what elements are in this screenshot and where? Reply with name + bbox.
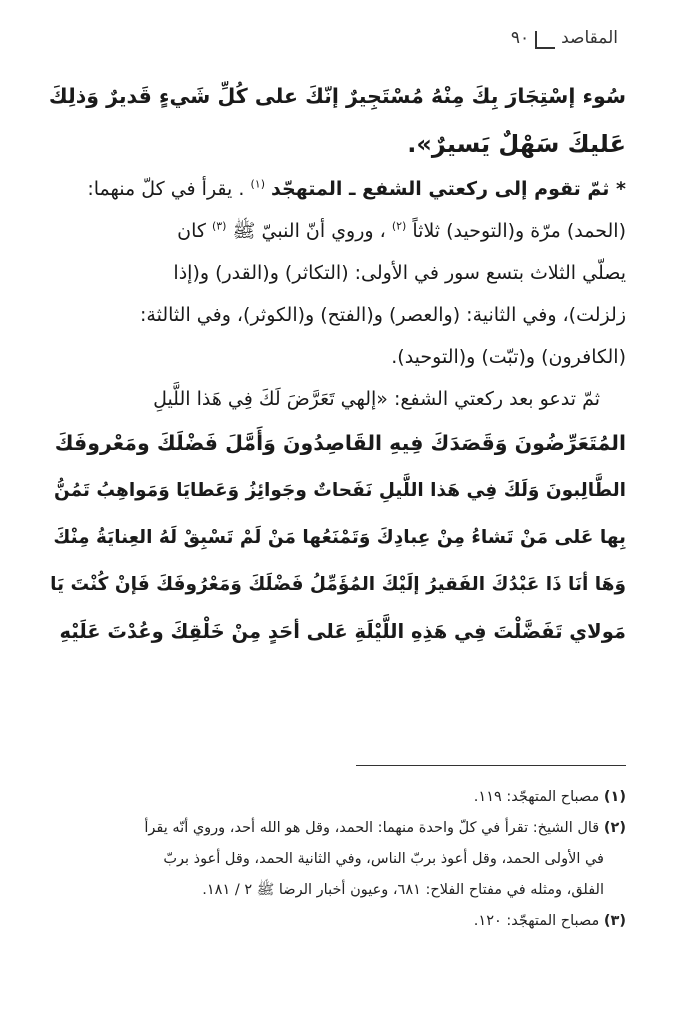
footnote-ref-3[interactable]: (٣)	[211, 219, 227, 233]
footnote-2-cont: الفلق، ومثله في مفتاح الفلاح: ٦٨١، وعيون أخبار الرضا ﷺ ٢ / ١٨١.	[202, 882, 604, 898]
section-heading: * ثمّ تقوم إلى ركعتي الشفع ـ المتهجّد	[271, 178, 626, 200]
page-number: ٩٠	[510, 28, 530, 48]
dua-line: المُتَعَرِّضُونَ وَقَصَدَكَ فِيهِ القَاصِدُونَ وَأَمَّلَ فَضْلَكَ ومَعْروفَكَ	[54, 431, 626, 455]
dua-line: الطَّالِبونَ وَلَكَ فِي هَذا اللَّيلِ نَفَحاتٌ وجَوائِزُ وَعَطايَا وَمَواهِبُ تَمُنُّ	[53, 480, 626, 501]
footnote-3	[46, 906, 626, 937]
footnote-2	[46, 813, 626, 844]
footnote-number: (٣)	[603, 913, 626, 929]
footnote-ref-2[interactable]: (٢)	[391, 219, 407, 233]
header-ornament-icon	[535, 31, 555, 49]
dua-line: مَولاي تَفَضَّلْتَ فِي هَذِهِ اللَّيْلَةِ عَلى أحَدٍ مِنْ خَلْقِكَ وعُدْتَ عَلَيْهِ	[59, 620, 626, 643]
paragraph-text: . يقرأ في كلّ منهما:	[87, 178, 245, 200]
footnote-text: مصباح المتهجّد: ١٢٠.	[473, 913, 600, 929]
footnote-divider	[356, 765, 626, 766]
main-text	[46, 72, 626, 655]
footnote-number: (١)	[603, 789, 626, 805]
paragraph-line: زلزلت)، وفي الثانية: (والعصر) و(الفتح) و(الكوثر)، وفي الثالثة:	[140, 304, 626, 326]
footnote-2-cont: في الأولى الحمد، وقل أعوذ بربّ الناس، وفي الثانية الحمد، وقل أعوذ بربّ	[163, 851, 604, 867]
footnote-text: قال الشيخ: تقرأ في كلّ واحدة منهما: الحمد، وقل هو الله أحد، وروي أنّه يقرأ	[144, 820, 600, 836]
footnote-ref-1[interactable]: (١)	[250, 177, 265, 191]
paragraph-text: كان	[177, 220, 206, 242]
dua-line: بِها عَلى مَنْ تَشاءُ مِنْ عِبادِكَ وَتَمْنَعُها مَنْ لَمْ تَسْبِقْ لَهُ العِنايَةُ مِنْكَ	[53, 527, 626, 548]
header-title: المقاصد	[561, 28, 618, 48]
dua-intro-line: ثمّ تدعو بعد ركعتي الشفع: «إلهي تَعَرَّضَ لَكَ فِي هَذا اللَّيلِ	[153, 388, 600, 410]
footnote-text: مصباح المتهجّد: ١١٩.	[473, 789, 600, 805]
verse-line: عَليكَ سَهْلٌ يَسيرٌ».	[407, 130, 626, 158]
paragraph-line: يصلّي الثلاث بتسع سور في الأولى: (التكاثر) و(القدر) و(إذا	[173, 262, 626, 284]
paragraph-line	[46, 168, 626, 210]
verse-line: سُوء إسْتِجَارَ بِكَ مِنْهُ مُسْتَجِيرٌ إنّكَ على كُلِّ شَيءٍ قَديرٌ وَذلِكَ	[48, 84, 626, 108]
dua-line: وَهَا أنَا ذَا عَبْدُكَ الفَقيرُ إلَيْكَ المُؤَمِّلُ فَضْلَكَ وَمَعْرُوفَكَ فَإنْ كُنْتَ يَا	[50, 574, 626, 595]
paragraph-line	[46, 210, 626, 252]
paragraph-line: (الكافرون) و(تبّت) و(التوحيد).	[391, 346, 626, 368]
paragraph-text: (الحمد) مرّة و(التوحيد) ثلاثاً	[412, 220, 626, 242]
footnote-1	[46, 782, 626, 813]
paragraph-text: ، وروي أنّ النبيّ ﷺ	[232, 220, 386, 242]
footnotes	[46, 782, 626, 937]
running-header	[511, 28, 618, 48]
footnote-number: (٢)	[603, 820, 626, 836]
